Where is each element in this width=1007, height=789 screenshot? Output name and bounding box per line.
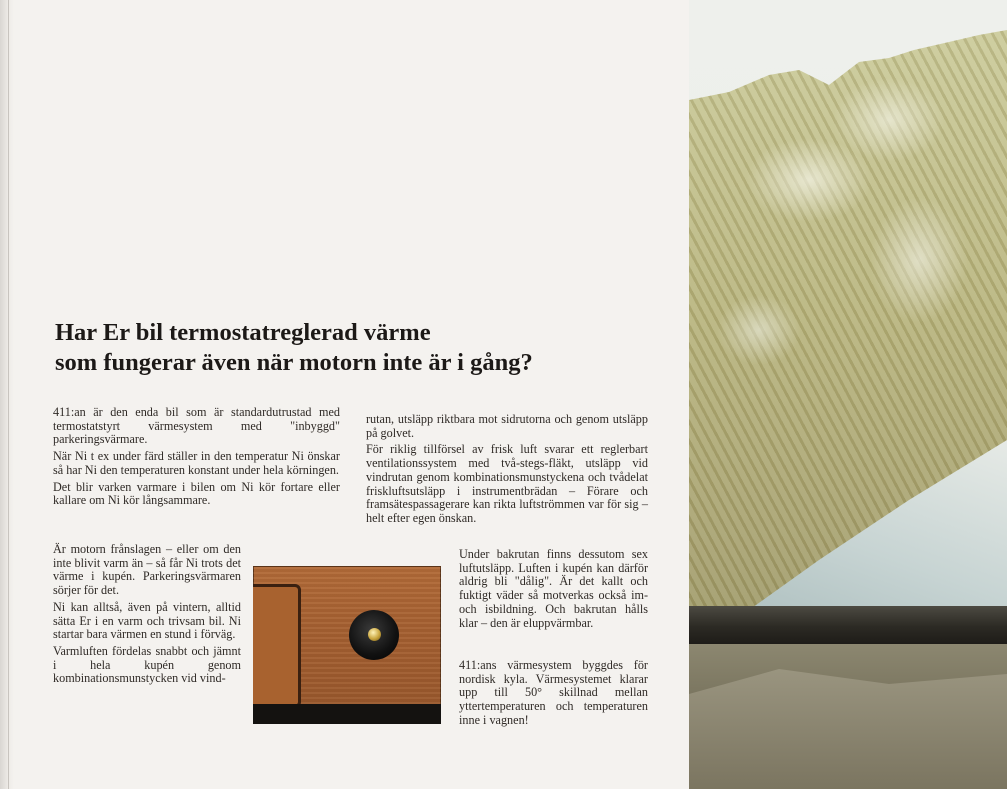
knob-cap-icon xyxy=(368,628,381,641)
paragraph: Varmluften fördelas snabbt och jämnt i hela kupén genom kombinationsmunstycken vid vind- xyxy=(53,643,241,686)
heater-control-photo xyxy=(253,566,441,724)
body-column-d xyxy=(459,548,648,633)
paragraph: 411:ans värmesystem byggdes för nordisk kyla. Värmesystemet klarar upp till 50° skillnad mellan yttertemperaturen och temperaturen inne i vagnen! xyxy=(459,658,648,727)
heater-base xyxy=(253,704,441,724)
mountain-photo xyxy=(689,0,1007,789)
paragraph: När Ni t ex under färd ställer in den temperatur Ni önskar så har Ni den temperaturen konstant under hela körningen. xyxy=(53,449,340,477)
body-column-b xyxy=(53,543,241,689)
paragraph: Det blir varken varmare i bilen om Ni kör fortare eller kallare om Ni kör långsammare. xyxy=(53,479,340,508)
paragraph: För riklig tillförsel av frisk luft svarar ett reglerbart ventilationssystem med två-stegs-fläkt, utsläpp vid vindrutan genom kombinationsmunstyckena och tvådelat friskluftsutsläpp i instrumentbrädan – Förare och framsätespassagerare kan rikta luftströmmen var för sig – helt efter egen önskan. xyxy=(366,442,648,525)
guard-rail xyxy=(689,606,1007,644)
body-column-a xyxy=(53,406,340,511)
paragraph: Är motorn frånslagen – eller om den inte blivit varm än – så får Ni trots det värme i kupén. Parkeringsvärmaren sörjer för det. xyxy=(53,542,241,598)
body-column-e xyxy=(459,659,648,731)
page-binding-edge xyxy=(0,0,14,789)
page-headline xyxy=(55,318,675,378)
paragraph: rutan, utsläpp riktbara mot sidrutorna och genom utsläpp på golvet. xyxy=(366,412,648,440)
paragraph: Under bakrutan finns dessutom sex luftutsläpp. Luften i kupén kan därför aldrig bli "dålig". Är det kallt och fuktigt väder så motverkas också im- och isbildning. Och bakrutan hålls klar – den är eluppvärmbar. xyxy=(459,547,648,630)
paragraph: 411:an är den enda bil som är standardutrustad med termostatstyrt värmesystem med "inbyggd" parkeringsvärmare. xyxy=(53,405,340,447)
headline-line-1: Har Er bil termostatreglerad värme xyxy=(55,319,431,346)
paragraph: Ni kan alltså, även på vintern, alltid sätta Er i en varm och trivsam bil. Ni startar bara värmen en stund i förväg. xyxy=(53,599,241,642)
body-column-c xyxy=(366,413,648,529)
headline-line-2: som fungerar även när motorn inte är i gång? xyxy=(55,349,533,376)
heater-panel-frame xyxy=(253,584,301,708)
